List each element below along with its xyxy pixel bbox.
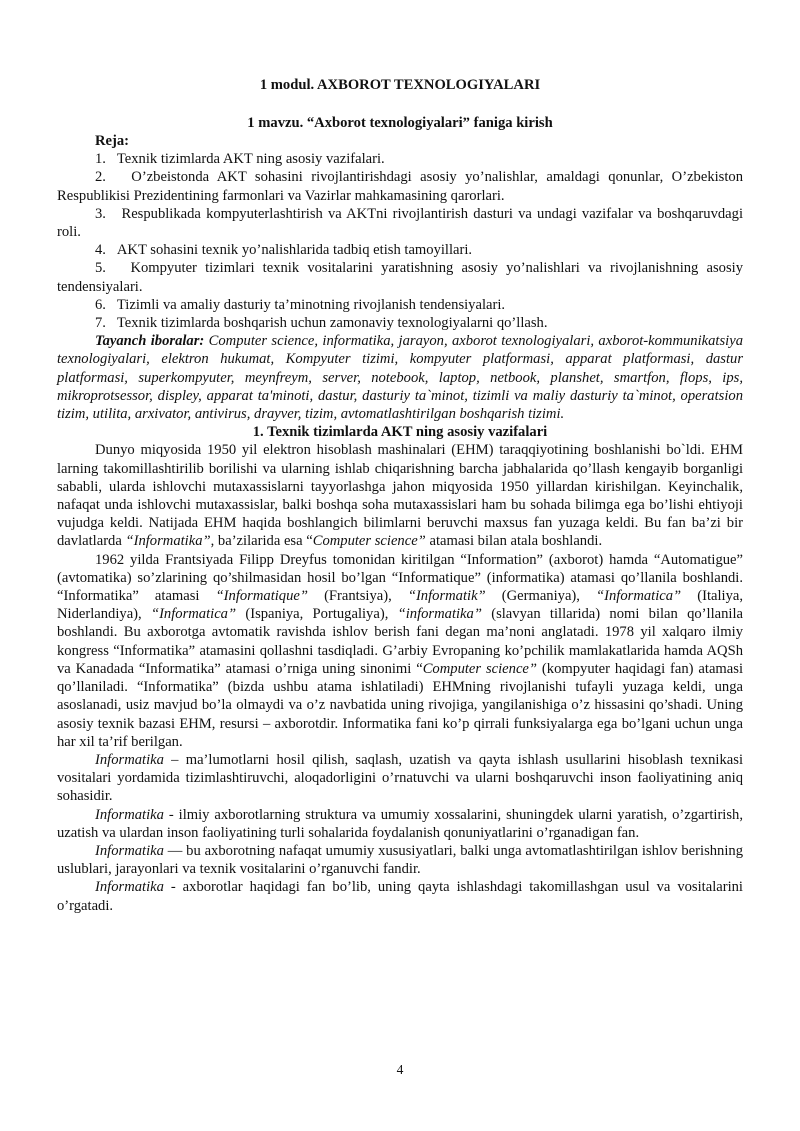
plan-item-3: 3. Respublikada kompyuterlashtirish va AKTni rivojlantirish dasturi va undagi vazifalar va boshqaruvdagi roli. (57, 205, 743, 241)
module-title: 1 modul. AXBOROT TEXNOLOGIYALARI (259, 77, 541, 93)
plan-label: Reja: (95, 133, 130, 149)
plan-item-5: 5. Kompyuter tizimlari texnik vositalarini yaratishning asosiy yo’nalishlari va rivojlanishning asosiy tendensiyalari. (57, 260, 743, 295)
paragraph-1 (57, 441, 743, 550)
plan-item-2: 2. O’zbeistonda AKT sohasini rivojlantirishdagi asosiy yo’nalishlar, amaldagi qonunlar, O’zbekiston Respublikisi Prezidentining farmonlari va Vazirlar mahkamasining qarorlari. (57, 169, 743, 204)
text-run-italic: Computer science” (312, 533, 426, 550)
text-run: (Frantsiya), (308, 588, 408, 605)
plan-item-4: 4. AKT sohasini texnik yo’nalishlarida tadbiq etish tamoyillari. (95, 242, 473, 259)
text-run: 1962 yilda Frantsiyada Filipp Dreyfus tomonidan kiritilgan “Information” (axborot) hamda “Automatigue” (avtomatika) so’zlarining qo’shilmasidan hosil bo’lgan “Informatique” (informatika) atamasi qo’llanila boshlandi. “Informatika” atamasi (57, 551, 743, 605)
definition-term: Informatika (95, 879, 164, 896)
definition-text: – ma’lumotlarni hosil qilish, saqlash, uzatish va qayta ishlash usullarini hisoblash texnikasi vositalari yordamida tizimlashtiruvchi, aloqadorligini o’rnatuvchi va ularni boshqaruvchi inson faoliyatining aniq sohasidir. (57, 751, 743, 805)
text-run: (Italiya, Niderlandiya), (57, 588, 744, 623)
plan-item-7: 7. Texnik tizimlarda boshqarish uchun zamonaviy texnologiyalarni qo’llash. (95, 315, 548, 332)
keywords-paragraph (57, 332, 743, 423)
plan-item-6: 6. Tizimli va amaliy dasturiy ta’minotning rivojlanish tendensiyalari. (95, 296, 506, 313)
definition-2 (57, 806, 743, 842)
plan-item-1: 1. Texnik tizimlarda AKT ning asosiy vazifalari. (95, 151, 385, 168)
definition-1 (57, 751, 743, 806)
text-run-italic: Computer science” (422, 660, 538, 677)
text-run-italic: “Informatik” (407, 588, 486, 605)
text-run: (Ispaniya, Portugaliya), (236, 606, 398, 623)
text-run-italic: “Informatica” (150, 606, 237, 623)
text-run-italic: “Informatica” (596, 588, 682, 605)
definition-term: Informatika (95, 842, 164, 859)
text-run-italic: “informatika” (397, 606, 482, 623)
text-run: (Germaniya), (485, 588, 597, 605)
definition-4 (57, 878, 743, 914)
text-run-italic: “Informatique” (215, 588, 308, 605)
page-number: 4 (396, 1062, 404, 1077)
text-run: (slavyan tillarida) nomi bilan qo’llanila boshlandi. Bu axborotga avtomatik ravishda ishlov berish fani degan ma’noni anglatadi. 1978 yil xalqaro ilmiy kongress “Informatika” atamasini qollashni tasdiqladi. G’arbiy Evropaning ko’pchilik mamlakatlarida hamda AQSh va Kanadada “Informatika” atamasi o’rniga uning sinonimi “ (57, 606, 744, 677)
text-run: atamasi bilan atala boshlandi. (425, 533, 603, 550)
definition-text: - axborotlar haqidagi fan bo’lib, uning qayta ishlashdagi takomillashgan usul va vositalarini o’rgatadi. (57, 879, 743, 914)
definition-text: - ilmiy axborotlarning struktura va umumiy xossalarini, shuningdek ularni yaratish, o’zgartirish, uzatish va ulardan inson faoliyatining turli sohalarida foydalanish qonuniyatlarini o’rganadigan fan. (57, 806, 743, 841)
keywords-label: Tayanch iboralar: (95, 333, 205, 350)
definition-text: — bu axborotning nafaqat umumiy xususiyatlari, balki unga avtomatlashtirilgan ishlov berishning uslublari, jarayonlari va texnik vositalarini o’rganuvchi fandir. (57, 842, 743, 878)
text-run: (kompyuter haqidagi fan) atamasi qo’llaniladi. “Informatika” (bizda ushbu atama ishlatiladi) EHMning rivojlanishi tufayli yuzaga keldi, unga asoslanadi, usiz mavjud bo’la olmaydi va o’z navbatida uning rivojiga, yangilanishiga o’z hissasini qo’shadi. Uning asosiy texnik bazasi EHM, resursi – axborotdir. Informatika fani ko’p qirrali funksiyalarga ega bo’lgani uchun unga har xil ta’rif berilgan. (57, 660, 743, 750)
page-content (57, 132, 743, 915)
text-run: , ba’zilarida esa “ (210, 533, 313, 550)
text-run-italic: “Informatika” (125, 533, 211, 550)
paragraph-2 (57, 551, 743, 751)
definition-3 (57, 842, 743, 878)
definition-term: Informatika (95, 751, 164, 768)
topic-title: 1 mavzu. “Axborot texnologiyalari” faniga kirish (247, 115, 553, 131)
keywords-text: Computer science, informatika, jarayon, axborot texnologiyalari, axborot-kommunikatsiya texnologiyalari, elektron hukumat, Kompyuter tizimi, kompyuter platformasi, apparat platformasi, dastur platformasi, superkompyuter, meynfreym, server, notebook, laptop, netbook, planshet, smartfon, flops, ips, mikroprotsessor, displey, apparat ta'minoti, dastur, dasturiy ta`minot, tizimli va maliy dasturiy ta`minot, operatsion tizim, utilita, arxivator, antivirus, drayver, tizim, avtomatlashtirilgan boshqarish tizimi. (57, 333, 743, 423)
section-title: 1. Texnik tizimlarda AKT ning asosiy vazifalari (252, 424, 548, 441)
text-run: Dunyo miqyosida 1950 yil elektron hisoblash mashinalari (EHM) taraqqiyotining boshlanishi bo`ldi. EHM larning takomillashtirilib borilishi va ularning ishlab chiqarishning barcha jabhalarida qo’llash kengayib borganligi sababli, ularda ishlovchi mutaxassislarni tayyorlashga jahon miqyosida 1950 yillardan kirishilgan. Keyinchalik, nafaqat unda ishlovchi mutaxassislar, balki boshqa soha mutaxassislari ham bu sohada bilimga ega bo’lishi ehtiyoji vujudga keldi. Natijada EHM haqida boshlangich bilimlarni beruvchi maxsus fan yuzaga keldi. Bu fan ba’zi bir davlatlarda (57, 442, 743, 550)
definition-term: Informatika (95, 806, 164, 823)
